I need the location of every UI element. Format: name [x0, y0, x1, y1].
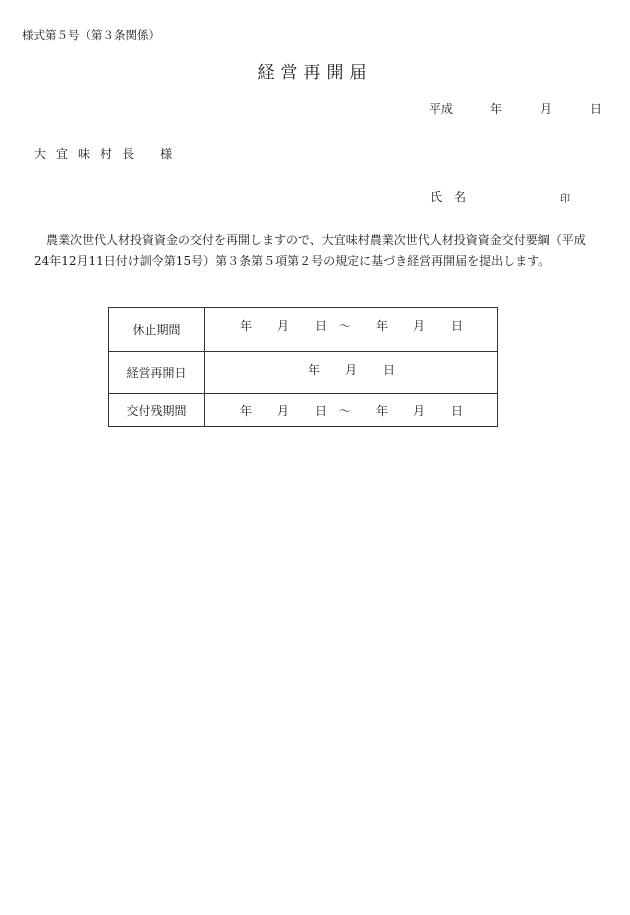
seal-mark: 印 [560, 194, 570, 205]
addressee-char: 村 [100, 147, 113, 161]
row-label: 経営再開日 [109, 352, 205, 394]
year-unit: 年 [240, 319, 253, 333]
day-unit: 日 [315, 319, 328, 333]
period-value-cell[interactable] [205, 308, 498, 352]
day-unit: 日 [315, 404, 328, 418]
year-unit: 年 [308, 363, 321, 377]
addressee-char: 大 [34, 147, 47, 161]
table-row [109, 394, 498, 427]
day-unit: 日 [451, 404, 464, 418]
row-label: 休止期間 [109, 308, 205, 352]
period-value-cell[interactable] [205, 394, 498, 427]
year-unit: 年 [240, 404, 253, 418]
name-label-char: 名 [454, 190, 467, 204]
tilde-separator: ～ [339, 319, 352, 333]
day-unit: 日 [383, 363, 396, 377]
form-number: 様式第５号（第３条関係） [22, 28, 160, 42]
month-unit: 月 [345, 363, 358, 377]
document-title: 経営再開届 [257, 63, 373, 83]
year-unit: 年 [376, 404, 389, 418]
restart-date-cell[interactable] [205, 352, 498, 394]
row-label: 交付残期間 [109, 394, 205, 427]
date-month-unit: 月 [540, 102, 553, 116]
addressee-char: 長 [122, 147, 135, 161]
month-unit: 月 [277, 404, 290, 418]
period-table [108, 307, 498, 427]
addressee [34, 145, 172, 162]
table-row [109, 352, 498, 394]
day-unit: 日 [451, 319, 464, 333]
tilde-separator: ～ [339, 404, 352, 418]
date-year-unit: 年 [490, 102, 503, 116]
table-row [109, 308, 498, 352]
addressee-honorific: 様 [160, 147, 173, 161]
month-unit: 月 [277, 319, 290, 333]
name-label-char: 氏 [430, 190, 443, 204]
year-unit: 年 [376, 319, 389, 333]
month-unit: 月 [413, 319, 426, 333]
body-paragraph: 農業次世代人材投資資金の交付を再開しますので、大宜味村農業次世代人材投資資金交付要綱（平成24年12月11日付け訓令第15号）第３条第５項第２号の規定に基づき経営再開届を提出します。 [34, 233, 586, 268]
date-day-unit: 日 [590, 102, 603, 116]
addressee-char: 宜 [56, 147, 69, 161]
applicant-name-label [430, 188, 466, 205]
addressee-char: 味 [78, 147, 91, 161]
month-unit: 月 [413, 404, 426, 418]
date-era: 平成 [429, 102, 454, 116]
